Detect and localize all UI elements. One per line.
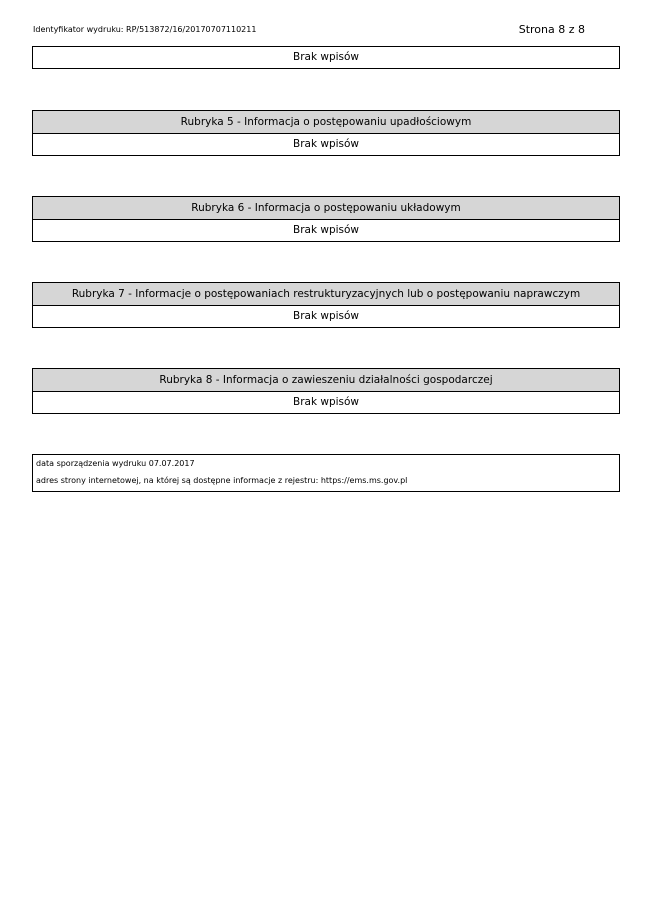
section-title: Rubryka 6 - Informacja o postępowaniu układowym [33, 197, 619, 220]
page-number: Strona 8 z 8 [518, 23, 585, 36]
no-entries-text: Brak wpisów [292, 138, 360, 150]
printout-footer [32, 454, 620, 492]
section-title: Rubryka 7 - Informacje o postępowaniach restrukturyzacyjnych lub o postępowaniu naprawczym [33, 283, 619, 306]
printout-identifier: Identyfikator wydruku: RP/513872/16/20170707110211 [33, 25, 257, 34]
no-entries-text: Brak wpisów [292, 224, 360, 236]
previous-section-continuation [32, 46, 620, 69]
section-title: Rubryka 5 - Informacja o postępowaniu upadłościowym [33, 111, 619, 134]
registry-address: adres strony internetowej, na której są dostępne informacje z rejestru: https://ems.ms.gov.pl [36, 476, 408, 485]
section-title: Rubryka 8 - Informacja o zawieszeniu działalności gospodarczej [33, 369, 619, 392]
section-rubryka-8 [32, 368, 620, 414]
section-rubryka-7 [32, 282, 620, 328]
section-rubryka-6 [32, 196, 620, 242]
section-rubryka-5 [32, 110, 620, 156]
no-entries-text: Brak wpisów [292, 396, 360, 408]
printout-date: data sporządzenia wydruku 07.07.2017 [36, 459, 195, 468]
no-entries-text: Brak wpisów [292, 310, 360, 322]
no-entries-text: Brak wpisów [292, 51, 360, 63]
